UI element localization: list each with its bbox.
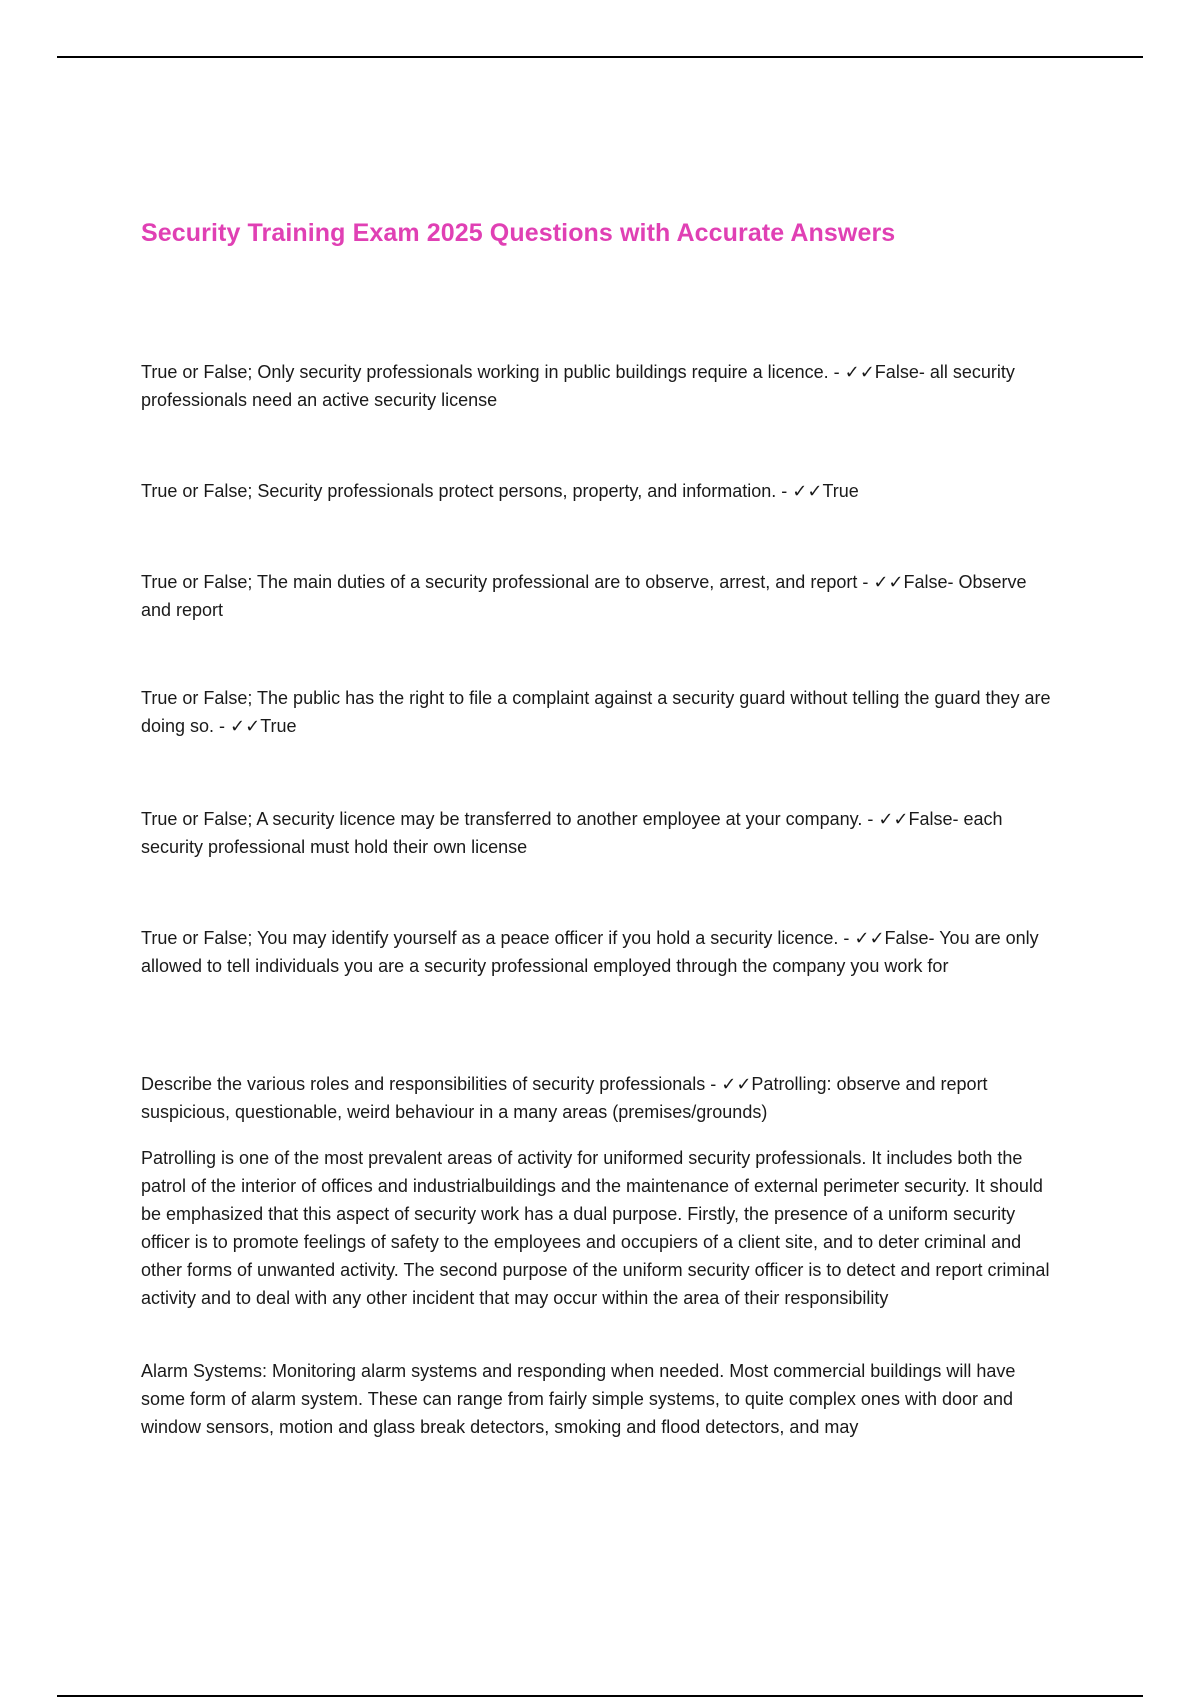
question-paragraph-7: Describe the various roles and responsibilities of security professionals - ✓✓Patrolling: observe and report suspicious, questionable, weird behaviour in a many areas (premises/grounds) bbox=[141, 1074, 988, 1122]
question-paragraph-4: True or False; The public has the right to file a complaint against a security guard without telling the guard they are doing so. - ✓✓True bbox=[141, 688, 1051, 736]
question-paragraph-6: True or False; You may identify yourself as a peace officer if you hold a security licence. - ✓✓False- You are only allowed to tell individuals you are a security professional employed through the company you work for bbox=[141, 928, 1039, 976]
document-title: Security Training Exam 2025 Questions with Accurate Answers bbox=[141, 219, 896, 247]
question-paragraph-5: True or False; A security licence may be transferred to another employee at your company. - ✓✓False- each security professional must hold their own license bbox=[141, 809, 1003, 857]
question-paragraph-1: True or False; Only security professionals working in public buildings require a licence. - ✓✓False- all security professionals need an active security license bbox=[141, 362, 1015, 410]
bottom-rule bbox=[57, 1695, 1143, 1697]
question-paragraph-3: True or False; The main duties of a security professional are to observe, arrest, and report - ✓✓False- Observe and report bbox=[141, 572, 1027, 620]
top-rule bbox=[57, 56, 1143, 58]
question-paragraph-2: True or False; Security professionals protect persons, property, and information. - ✓✓True bbox=[141, 481, 859, 501]
answer-paragraph-patrolling: Patrolling is one of the most prevalent areas of activity for uniformed security professionals. It includes both the patrol of the interior of offices and industrialbuildings and the maintenance of external perimeter security. It should be emphasized that this aspect of security work has a dual purpose. Firstly, the presence of a uniform security officer is to promote feelings of safety to the employees and occupiers of a client site, and to deter criminal and other forms of unwanted activity. The second purpose of the uniform security officer is to detect and report criminal activity and to deal with any other incident that may occur within the area of their responsibility bbox=[141, 1148, 1050, 1308]
answer-paragraph-alarm-systems: Alarm Systems: Monitoring alarm systems and responding when needed. Most commercial buildings will have some form of alarm system. These can range from fairly simple systems, to quite complex ones with door and window sensors, motion and glass break detectors, smoking and flood detectors, and may bbox=[141, 1361, 1016, 1437]
